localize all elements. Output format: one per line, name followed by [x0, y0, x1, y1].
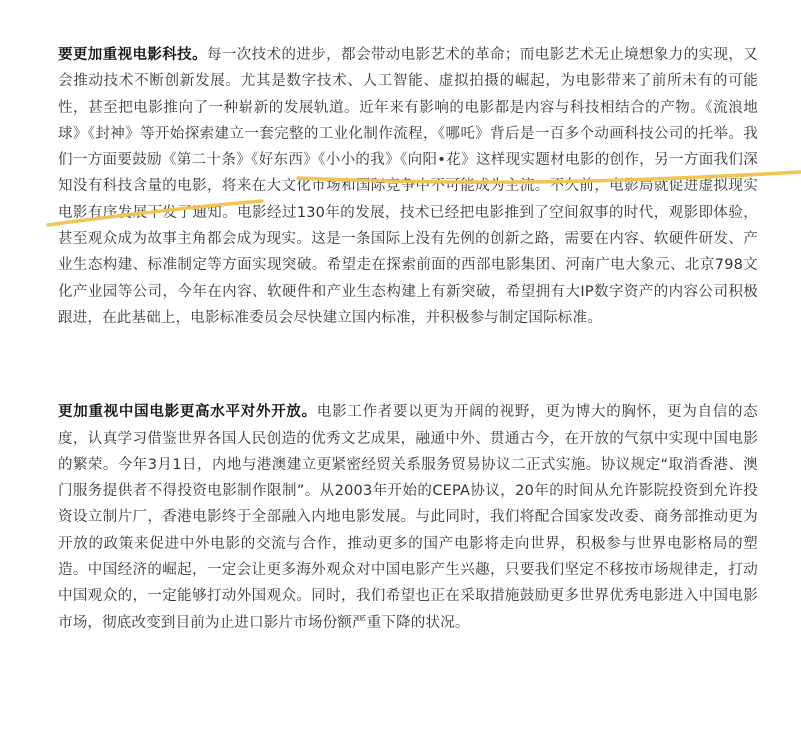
paragraph-lead-heading: 更加重视中国电影更高水平对外开放。 [58, 404, 317, 421]
article-body [58, 42, 758, 636]
paragraph-body-text: 电影工作者要以更为开阔的视野，更为博大的胸怀，更为自信的态度，认真学习借鉴世界各国人民创造的优秀文艺成果，融通中外、贯通古今，在开放的气氛中实现中国电影的繁荣。今年3月1日，内地与港澳建立更紧密经贸关系服务贸易协议二正式实施。协议规定“取消香港、澳门服务提供者不得投资电影制作限制”。从2003年开始的CEPA协议，20年的时间从允许影院投资到允许投资设立制片厂，香港电影终于全部融入内地电影发展。与此同时，我们将配合国家发改委、商务部推动更为开放的政策来促进中外电影的交流与合作，推动更多的国产电影将走向世界，积极参与世界电影格局的塑造。中国经济的崛起，一定会让更多海外观众对中国电影产生兴趣，只要我们坚定不移按市场规律走，打动中国观众的，一定能够打动外国观众。同时，我们希望也正在采取措施鼓励更多世界优秀电影进入中国电影市场，彻底改变到目前为止进口影片市场份额严重下降的状况。 [58, 404, 758, 631]
paragraph-opening-up [58, 399, 758, 636]
paragraph-film-technology [58, 42, 758, 331]
paragraph-body-text: 每一次技术的进步，都会带动电影艺术的革命；而电影艺术无止境想象力的实现，又会推动技术不断创新发展。尤其是数字技术、人工智能、虚拟拍摄的崛起，为电影带来了前所未有的可能性，甚至把电影推向了一种崭新的发展轨道。近年来有影响的电影都是内容与科技相结合的产物。《流浪地球》《封神》等开始探索建立一套完整的工业化制作流程，《哪吒》背后是一百多个动画科技公司的托举。我们一方面要鼓励《第二十条》《好东西》《小小的我》《向阳•花》这样现实题材电影的创作，另一方面我们深知没有科技含量的电影，将来在大文化市场和国际竞争中不可能成为主流。不久前，电影局就促进虚拟现实电影有序发展下发了通知。电影经过130年的发展，技术已经把电影推到了空间叙事的时代，观影即体验，甚至观众成为故事主角都会成为现实。这是一条国际上没有先例的创新之路，需要在内容、软硬件研发、产业生态构建、标准制定等方面实现突破。希望走在探索前面的西部电影集团、河南广电大象元、北京798文化产业园等公司，今年在内容、软硬件和产业生态构建上有新突破，希望拥有大IP数字资产的内容公司积极跟进，在此基础上，电影标准委员会尽快建立国内标准，并积极参与制定国际标准。 [58, 47, 758, 326]
paragraph-lead-heading: 要更加重视电影科技。 [58, 47, 207, 63]
